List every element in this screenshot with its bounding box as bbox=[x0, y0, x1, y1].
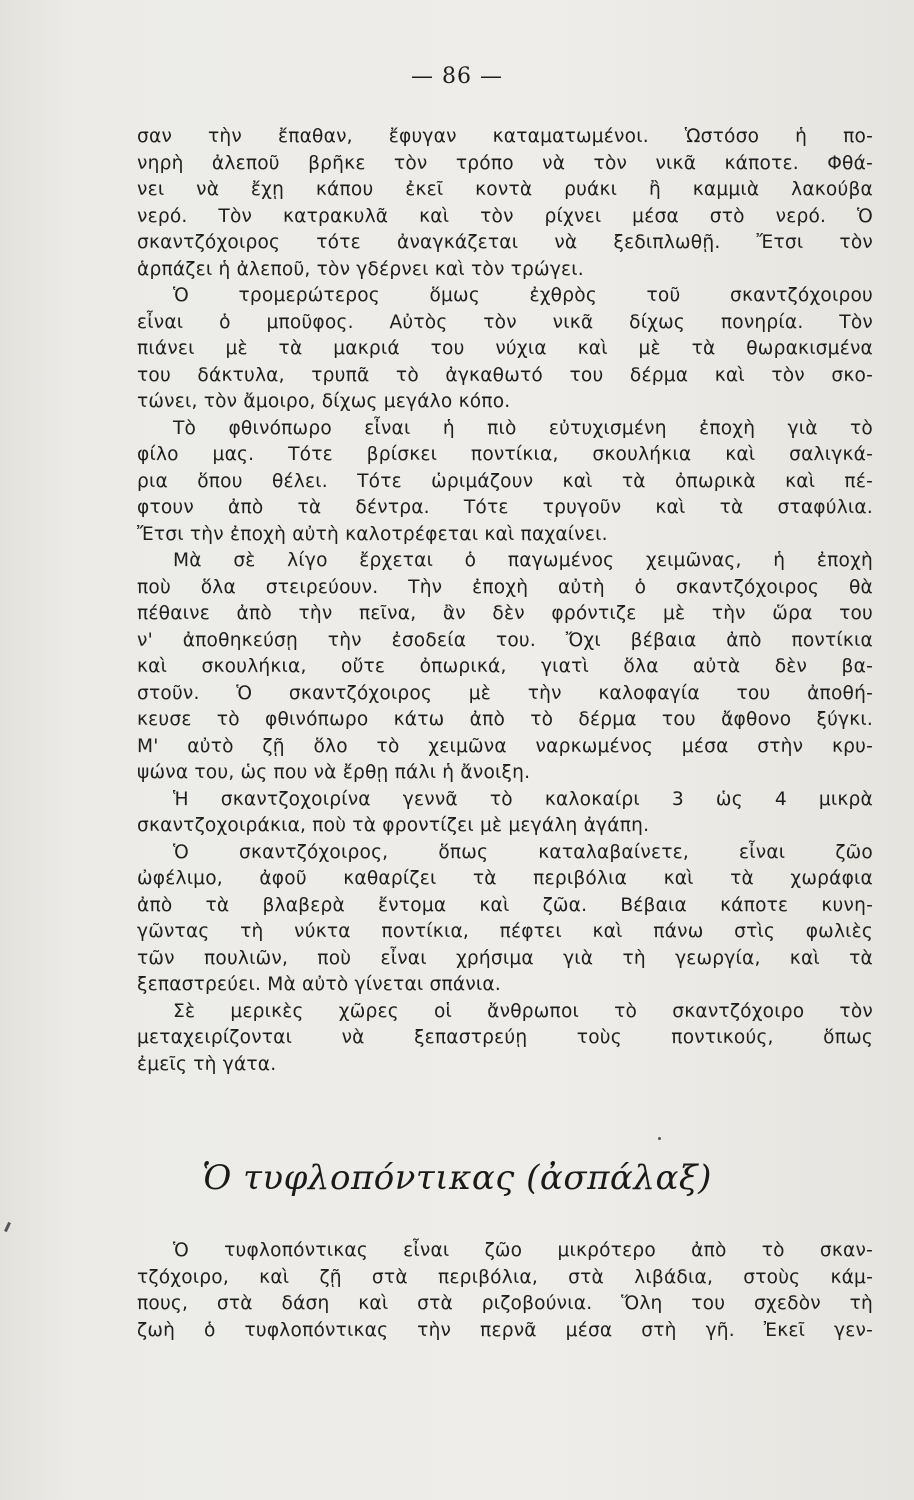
text-line: σκαντζόχοιρος τότε ἀναγκάζεται νὰ ξεδιπλωθῇ. Ἔτσι τὸν bbox=[137, 232, 873, 253]
text-line: ἀπὸ τὰ βλαβερὰ ἔντομα καὶ ζῶα. Βέβαια κάποτε κυνη- bbox=[137, 894, 873, 916]
text-line: Ὁ σκαντζόχοιρος, ὅπως καταλαβαίνετε, εἶναι ζῶο bbox=[173, 841, 873, 863]
print-speck bbox=[658, 1137, 661, 1140]
text-line: φίλο μας. Τότε βρίσκει ποντίκια, σκουλήκια καὶ σαλιγκά- bbox=[137, 444, 873, 465]
mole-text bbox=[137, 1238, 873, 1344]
text-line: Τὸ φθινόπωρο εἶναι ἡ πιὸ εὐτυχισμένη ἐποχὴ γιὰ τὸ bbox=[173, 417, 873, 439]
text-line: νερό. Τὸν κατρακυλᾶ καὶ τὸν ρίχνει μέσα στὸ νερό. Ὁ bbox=[137, 205, 873, 227]
text-line: ἐμεῖς τὴ γάτα. bbox=[137, 1053, 277, 1075]
text-line: πέθαινε ἀπὸ τὴν πεῖνα, ἂν δὲν φρόντιζε μὲ τὴν ὥρα του bbox=[137, 603, 873, 624]
text-line: Ἔτσι τὴν ἐποχὴ αὐτὴ καλοτρέφεται καὶ παχαίνει. bbox=[137, 523, 608, 545]
text-line: Ὁ τυφλοπόντικας εἶναι ζῶο μικρότερο ἀπὸ τὸ σκαν- bbox=[173, 1240, 873, 1261]
text-line: σκαντζοχοιράκια, ποὺ τὰ φροντίζει μὲ μεγάλη ἀγάπη. bbox=[137, 815, 650, 836]
text-line: ψώνα του, ὡς που νὰ ἔρθῃ πάλι ἡ ἄνοιξη. bbox=[137, 762, 531, 783]
hedgehog-text bbox=[137, 124, 873, 1078]
text-line: ζωὴ ὁ τυφλοπόντικας τὴν περνᾶ μέσα στὴ γῆ. Ἐκεῖ γεν- bbox=[137, 1319, 873, 1341]
text-line: Ἡ σκαντζοχοιρίνα γεννᾶ τὸ καλοκαίρι 3 ὡς 4 μικρὰ bbox=[173, 788, 873, 810]
text-line: ξεπαστρεύει. Μὰ αὐτὸ γίνεται σπάνια. bbox=[137, 974, 501, 995]
text-line: ν' ἀποθηκεύσῃ τὴν ἐσοδεία του. Ὄχι βέβαια ἀπὸ ποντίκια bbox=[137, 629, 873, 651]
text-line: ποὺ ὅλα στειρεύουν. Τὴν ἐποχὴ αὐτὴ ὁ σκαντζόχοιρος θὰ bbox=[137, 576, 873, 598]
text-line: κευσε τὸ φθινόπωρο κάτω ἀπὸ τὸ δέρμα του ἄφθονο ξύγκι. bbox=[137, 709, 873, 730]
text-line: γῶντας τὴ νύκτα ποντίκια, πέφτει καὶ πάνω στὶς φωλιὲς bbox=[137, 921, 873, 942]
text-line: φτουν ἀπὸ τὰ δέντρα. Τότε τρυγοῦν καὶ τὰ σταφύλια. bbox=[137, 497, 873, 518]
text-line: τῶν πουλιῶν, ποὺ εἶναι χρήσιμα γιὰ τὴ γεωργία, καὶ τὰ bbox=[137, 947, 873, 969]
text-line: νει νὰ ἔχῃ κάπου ἐκεῖ κοντὰ ρυάκι ἢ καμμιὰ λακούβα bbox=[137, 179, 873, 200]
text-line: μεταχειρίζονται νὰ ξεπαστρεύῃ τοὺς ποντικούς, ὅπως bbox=[137, 1027, 873, 1048]
text-line: σαν τὴν ἔπαθαν, ἔφυγαν καταματωμένοι. Ὡστόσο ἡ πο- bbox=[137, 126, 873, 147]
text-line: πους, στὰ δάση καὶ στὰ ριζοβούνια. Ὅλη του σχεδὸν τὴ bbox=[137, 1293, 873, 1314]
text-line: καὶ σκουλήκια, οὔτε ὀπωρικά, γιατὶ ὅλα αὐτὰ δὲν βα- bbox=[137, 656, 873, 677]
text-line: Μ' αὐτὸ ζῇ ὅλο τὸ χειμῶνα ναρκωμένος μέσα στὴν κρυ- bbox=[137, 735, 873, 757]
text-line: ρια ὅπου θέλει. Τότε ὡριμάζουν καὶ τὰ ὀπωρικὰ καὶ πέ- bbox=[137, 470, 873, 492]
text-line: τζόχοιρο, καὶ ζῇ στὰ περιβόλια, στὰ λιβάδια, στοὺς κάμ- bbox=[137, 1266, 873, 1288]
margin-mark bbox=[4, 1222, 11, 1232]
text-line: τώνει, τὸν ἄμοιρο, δίχως μεγάλο κόπο. bbox=[137, 391, 511, 412]
page-number: — 86 — bbox=[411, 64, 503, 89]
section-title-mole: Ὁ τυφλοπόντικας (ἀσπάλαξ) bbox=[202, 1158, 712, 1198]
text-line: ἁρπάζει ἡ ἀλεποῦ, τὸν γδέρνει καὶ τὸν τρώγει. bbox=[137, 258, 584, 280]
text-line: του δάκτυλα, τρυπᾶ τὸ ἀγκαθωτό του δέρμα καὶ τὸν σκο- bbox=[137, 364, 873, 386]
text-line: εἶναι ὁ μποῦφος. Αὐτὸς τὸν νικᾶ δίχως πονηρία. Τὸν bbox=[137, 311, 873, 333]
text-line: πιάνει μὲ τὰ μακριά του νύχια καὶ μὲ τὰ θωρακισμένα bbox=[137, 338, 873, 359]
text-line: Ὁ τρομερώτερος ὅμως ἐχθρὸς τοῦ σκαντζόχοιρου bbox=[173, 285, 873, 306]
text-line: νηρὴ ἀλεποῦ βρῆκε τὸν τρόπο νὰ τὸν νικᾶ κάποτε. Φθά- bbox=[137, 152, 873, 174]
text-line: Σὲ μερικὲς χῶρες οἱ ἄνθρωποι τὸ σκαντζόχοιρο τὸν bbox=[173, 1000, 873, 1022]
text-line: στοῦν. Ὁ σκαντζόχοιρος μὲ τὴν καλοφαγία του ἀποθή- bbox=[137, 682, 873, 704]
text-line: ὠφέλιμο, ἀφοῦ καθαρίζει τὰ περιβόλια καὶ τὰ χωράφια bbox=[137, 868, 873, 889]
text-line: Μὰ σὲ λίγο ἔρχεται ὁ παγωμένος χειμῶνας, ἡ ἐποχὴ bbox=[173, 550, 873, 571]
